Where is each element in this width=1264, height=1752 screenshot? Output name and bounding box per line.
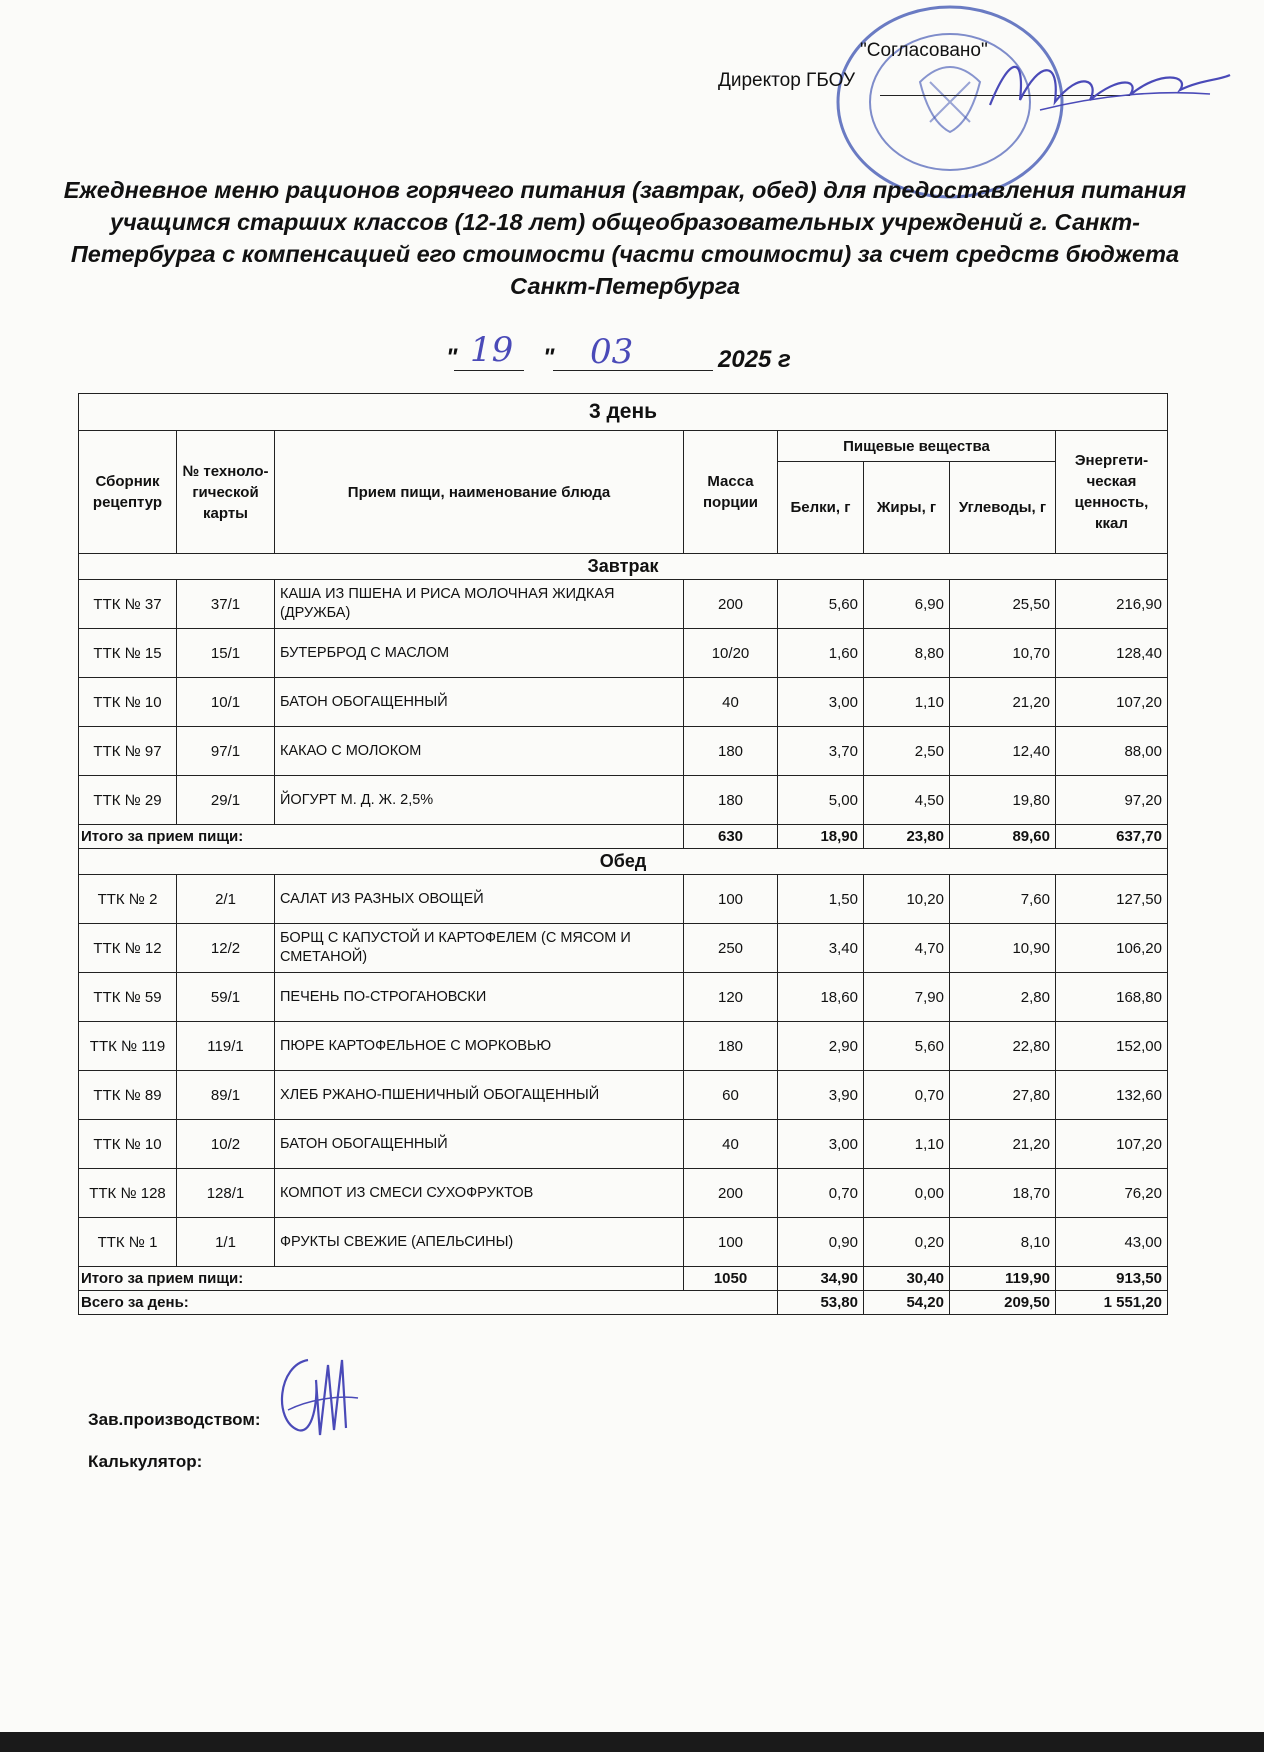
protein-cell: 3,70 [778,727,864,776]
header-protein: Белки, г [778,462,864,554]
day-total-row [79,1291,1168,1315]
section-lunch [79,849,1168,875]
fat-cell: 0,20 [864,1218,950,1267]
section-title: Завтрак [79,554,1168,580]
fat-cell: 8,80 [864,629,950,678]
dish-row [79,678,1168,727]
date-day-underline [454,370,524,371]
mass-cell: 40 [684,678,778,727]
collection-cell: ТТК № 12 [79,924,177,973]
card-cell: 97/1 [177,727,275,776]
column-header-row-1 [79,431,1168,462]
energy-cell: 216,90 [1056,580,1168,629]
dish-name-cell: ПЕЧЕНЬ ПО-СТРОГАНОВСКИ [275,973,684,1022]
dish-name-cell: БАТОН ОБОГАЩЕННЫЙ [275,678,684,727]
collection-cell: ТТК № 10 [79,1120,177,1169]
energy-cell: 128,40 [1056,629,1168,678]
date-day: 19 [470,330,514,370]
fat-cell: 7,90 [864,973,950,1022]
mass-cell: 60 [684,1071,778,1120]
mass-cell: 200 [684,1169,778,1218]
day-total-label: Всего за день: [79,1291,778,1315]
carbs-cell: 19,80 [950,776,1056,825]
header-carbs: Углеводы, г [950,462,1056,554]
dish-name-cell: БОРЩ С КАПУСТОЙ И КАРТОФЕЛЕМ (С МЯСОМ И СМЕТАНОЙ) [275,924,684,973]
card-cell: 59/1 [177,973,275,1022]
total-label: Итого за прием пищи: [79,1267,684,1291]
carbs-cell: 10,90 [950,924,1056,973]
collection-cell: ТТК № 89 [79,1071,177,1120]
collection-cell: ТТК № 97 [79,727,177,776]
scan-border [0,1732,1264,1752]
carbs-cell: 25,50 [950,580,1056,629]
dish-name-cell: ХЛЕБ РЖАНО-ПШЕНИЧНЫЙ ОБОГАЩЕННЫЙ [275,1071,684,1120]
card-cell: 1/1 [177,1218,275,1267]
document-title: Ежедневное меню рационов горячего питания (завтрак, обед) для предоставления питания учащимся старших классов (12-18 лет) общеобразовательных учреждений г. Санкт-Петербурга с компенсацией его стоимости (части стоимости) за счет средств бюджета Санкт-Петербурга [63,177,1187,299]
dish-name-cell: ЙОГУРТ М. Д. Ж. 2,5% [275,776,684,825]
carbs-cell: 7,60 [950,875,1056,924]
mass-cell: 250 [684,924,778,973]
protein-cell: 5,00 [778,776,864,825]
card-cell: 2/1 [177,875,275,924]
protein-cell: 0,70 [778,1169,864,1218]
date-month: 03 [590,332,634,372]
dish-row [79,1218,1168,1267]
mass-cell: 120 [684,973,778,1022]
production-manager-signature [268,1340,368,1450]
energy-cell: 43,00 [1056,1218,1168,1267]
collection-cell: ТТК № 2 [79,875,177,924]
menu-table [78,393,1168,1315]
director-signature [980,50,1240,120]
carbs-cell: 21,20 [950,1120,1056,1169]
day-title: 3 день [79,394,1168,431]
card-cell: 15/1 [177,629,275,678]
energy-cell: 106,20 [1056,924,1168,973]
protein-cell: 18,60 [778,973,864,1022]
carbs-cell: 21,20 [950,678,1056,727]
breakfast-rows [79,580,1168,825]
fat-cell: 4,50 [864,776,950,825]
total-protein: 34,90 [778,1267,864,1291]
energy-cell: 132,60 [1056,1071,1168,1120]
fat-cell: 0,00 [864,1169,950,1218]
carbs-cell: 18,70 [950,1169,1056,1218]
dish-name-cell: БАТОН ОБОГАЩЕННЫЙ [275,1120,684,1169]
carbs-cell: 22,80 [950,1022,1056,1071]
mass-cell: 10/20 [684,629,778,678]
fat-cell: 6,90 [864,580,950,629]
collection-cell: ТТК № 128 [79,1169,177,1218]
energy-cell: 88,00 [1056,727,1168,776]
total-mass: 630 [684,825,778,849]
fat-cell: 1,10 [864,678,950,727]
date-quote-open: " [446,344,458,371]
dish-name-cell: БУТЕРБРОД С МАСЛОМ [275,629,684,678]
dish-name-cell: ПЮРЕ КАРТОФЕЛЬНОЕ С МОРКОВЬЮ [275,1022,684,1071]
mass-cell: 180 [684,1022,778,1071]
protein-cell: 3,00 [778,678,864,727]
date-quote-close: " [543,344,555,371]
card-cell: 89/1 [177,1071,275,1120]
total-carbs: 119,90 [950,1267,1056,1291]
collection-cell: ТТК № 59 [79,973,177,1022]
total-mass: 1050 [684,1267,778,1291]
dish-row [79,924,1168,973]
collection-cell: ТТК № 37 [79,580,177,629]
dish-row [79,1071,1168,1120]
day-header-row [79,394,1168,431]
mass-cell: 180 [684,776,778,825]
energy-cell: 127,50 [1056,875,1168,924]
energy-cell: 168,80 [1056,973,1168,1022]
collection-cell: ТТК № 29 [79,776,177,825]
header-fat: Жиры, г [864,462,950,554]
carbs-cell: 27,80 [950,1071,1056,1120]
header-mass: Масса порции [684,431,778,554]
carbs-cell: 10,70 [950,629,1056,678]
card-cell: 37/1 [177,580,275,629]
card-cell: 119/1 [177,1022,275,1071]
dish-row [79,629,1168,678]
section-title: Обед [79,849,1168,875]
protein-cell: 3,90 [778,1071,864,1120]
total-carbs: 89,60 [950,825,1056,849]
mass-cell: 100 [684,875,778,924]
collection-cell: ТТК № 10 [79,678,177,727]
card-cell: 12/2 [177,924,275,973]
energy-cell: 152,00 [1056,1022,1168,1071]
collection-cell: ТТК № 1 [79,1218,177,1267]
dish-row [79,973,1168,1022]
fat-cell: 0,70 [864,1071,950,1120]
dish-name-cell: КАКАО С МОЛОКОМ [275,727,684,776]
dish-row [79,776,1168,825]
total-protein: 18,90 [778,825,864,849]
calculator-label: Калькулятор: [88,1452,203,1471]
protein-cell: 2,90 [778,1022,864,1071]
dish-name-cell: КАША ИЗ ПШЕНА И РИСА МОЛОЧНАЯ ЖИДКАЯ (ДРУЖБА) [275,580,684,629]
mass-cell: 100 [684,1218,778,1267]
fat-cell: 5,60 [864,1022,950,1071]
production-manager-label: Зав.производством: [88,1410,261,1429]
total-energy: 637,70 [1056,825,1168,849]
dish-row [79,580,1168,629]
carbs-cell: 2,80 [950,973,1056,1022]
carbs-cell: 12,40 [950,727,1056,776]
total-fat: 23,80 [864,825,950,849]
energy-cell: 107,20 [1056,678,1168,727]
header-collection: Сборник рецептур [79,431,177,554]
card-cell: 29/1 [177,776,275,825]
approval-label: "Согласовано" [860,40,988,61]
carbs-cell: 8,10 [950,1218,1056,1267]
card-cell: 10/2 [177,1120,275,1169]
dish-row [79,1120,1168,1169]
protein-cell: 1,50 [778,875,864,924]
lunch-rows [79,875,1168,1267]
date-year: 2025 г [718,346,791,373]
header-nutrients: Пищевые вещества [778,431,1056,462]
fat-cell: 4,70 [864,924,950,973]
day-total-energy: 1 551,20 [1056,1291,1168,1315]
total-fat: 30,40 [864,1267,950,1291]
dish-row [79,875,1168,924]
collection-cell: ТТК № 119 [79,1022,177,1071]
fat-cell: 2,50 [864,727,950,776]
dish-name-cell: КОМПОТ ИЗ СМЕСИ СУХОФРУКТОВ [275,1169,684,1218]
total-label: Итого за прием пищи: [79,825,684,849]
protein-cell: 3,40 [778,924,864,973]
fat-cell: 10,20 [864,875,950,924]
energy-cell: 76,20 [1056,1169,1168,1218]
total-energy: 913,50 [1056,1267,1168,1291]
section-breakfast [79,554,1168,580]
dish-row [79,1169,1168,1218]
director-label: Директор ГБОУ [718,70,856,91]
day-total-carbs: 209,50 [950,1291,1056,1315]
mass-cell: 40 [684,1120,778,1169]
collection-cell: ТТК № 15 [79,629,177,678]
dish-row [79,727,1168,776]
header-energy: Энергети-ческая ценность, ккал [1056,431,1168,554]
day-total-protein: 53,80 [778,1291,864,1315]
protein-cell: 0,90 [778,1218,864,1267]
header-dish: Прием пищи, наименование блюда [275,431,684,554]
lunch-total-row [79,1267,1168,1291]
protein-cell: 1,60 [778,629,864,678]
card-cell: 128/1 [177,1169,275,1218]
header-card: № техноло-гической карты [177,431,275,554]
protein-cell: 5,60 [778,580,864,629]
mass-cell: 180 [684,727,778,776]
breakfast-total-row [79,825,1168,849]
energy-cell: 107,20 [1056,1120,1168,1169]
dish-name-cell: САЛАТ ИЗ РАЗНЫХ ОВОЩЕЙ [275,875,684,924]
protein-cell: 3,00 [778,1120,864,1169]
fat-cell: 1,10 [864,1120,950,1169]
card-cell: 10/1 [177,678,275,727]
dish-row [79,1022,1168,1071]
day-total-fat: 54,20 [864,1291,950,1315]
energy-cell: 97,20 [1056,776,1168,825]
menu-date [440,330,840,376]
mass-cell: 200 [684,580,778,629]
dish-name-cell: ФРУКТЫ СВЕЖИЕ (АПЕЛЬСИНЫ) [275,1218,684,1267]
